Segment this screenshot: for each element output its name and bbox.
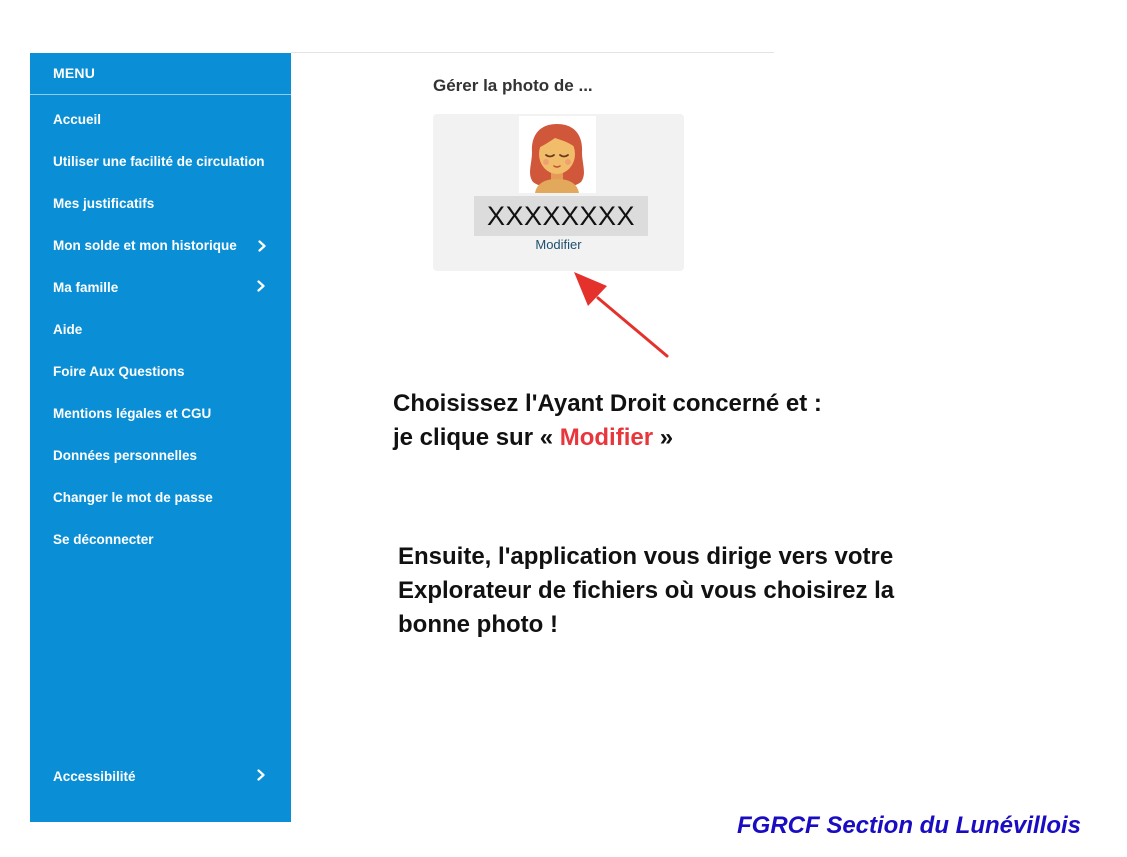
instruction-line-2-suffix: » (653, 424, 674, 451)
chevron-right-icon (255, 280, 267, 292)
sidebar-item-changer-mot-de-passe[interactable]: Changer le mot de passe (53, 490, 213, 505)
beneficiary-name: XXXXXXXX (474, 196, 648, 236)
sidebar-item-justificatifs[interactable]: Mes justificatifs (53, 196, 155, 211)
sidebar-item-accessibilite[interactable] (53, 764, 283, 790)
sidebar-item-solde-historique[interactable] (53, 233, 283, 259)
sidebar-item-aide[interactable]: Aide (53, 322, 83, 337)
sidebar-item-mentions-legales[interactable]: Mentions légales et CGU (53, 406, 212, 421)
instruction-paragraph-line: bonne photo ! (398, 611, 558, 638)
sidebar-item-label: Ma famille (53, 280, 119, 295)
top-divider (291, 52, 774, 53)
modify-photo-link[interactable]: Modifier (535, 237, 582, 252)
instruction-file-explorer (398, 540, 968, 642)
sidebar-item-se-deconnecter[interactable]: Se déconnecter (53, 532, 154, 547)
chevron-right-icon (256, 240, 268, 252)
sidebar-item-label: Mon solde et mon historique (53, 238, 237, 253)
chevron-right-icon (255, 769, 267, 781)
instruction-paragraph-line: Ensuite, l'application vous dirige vers votre (398, 543, 894, 570)
red-pointer-arrow (560, 260, 680, 365)
menu-title: MENU (53, 65, 96, 81)
sidebar-item-facilite-circulation[interactable]: Utiliser une facilité de circulation (53, 154, 265, 169)
menu-divider (30, 94, 291, 95)
instruction-highlight-modifier: Modifier (559, 424, 654, 451)
instruction-choose-beneficiary (393, 387, 913, 455)
instruction-line-2 (393, 421, 913, 455)
page-title: Gérer la photo de ... (433, 76, 593, 95)
sidebar-item-donnees-personnelles[interactable]: Données personnelles (53, 448, 198, 463)
instruction-line-2-prefix: je clique sur « (393, 424, 560, 451)
sidebar-item-ma-famille[interactable] (53, 275, 283, 301)
sidebar-item-faq[interactable]: Foire Aux Questions (53, 364, 185, 379)
footer-signature: FGRCF Section du Lunévillois (737, 812, 1082, 839)
instruction-line-1: Choisissez l'Ayant Droit concerné et : (393, 390, 822, 417)
sidebar-item-label: Accessibilité (53, 769, 136, 784)
sidebar-menu (30, 53, 291, 822)
sidebar-item-accueil[interactable]: Accueil (53, 112, 102, 127)
beneficiary-card[interactable] (433, 114, 684, 271)
instruction-paragraph-line: Explorateur de fichiers où vous choisirez la (398, 577, 895, 604)
woman-avatar-icon (519, 116, 596, 193)
